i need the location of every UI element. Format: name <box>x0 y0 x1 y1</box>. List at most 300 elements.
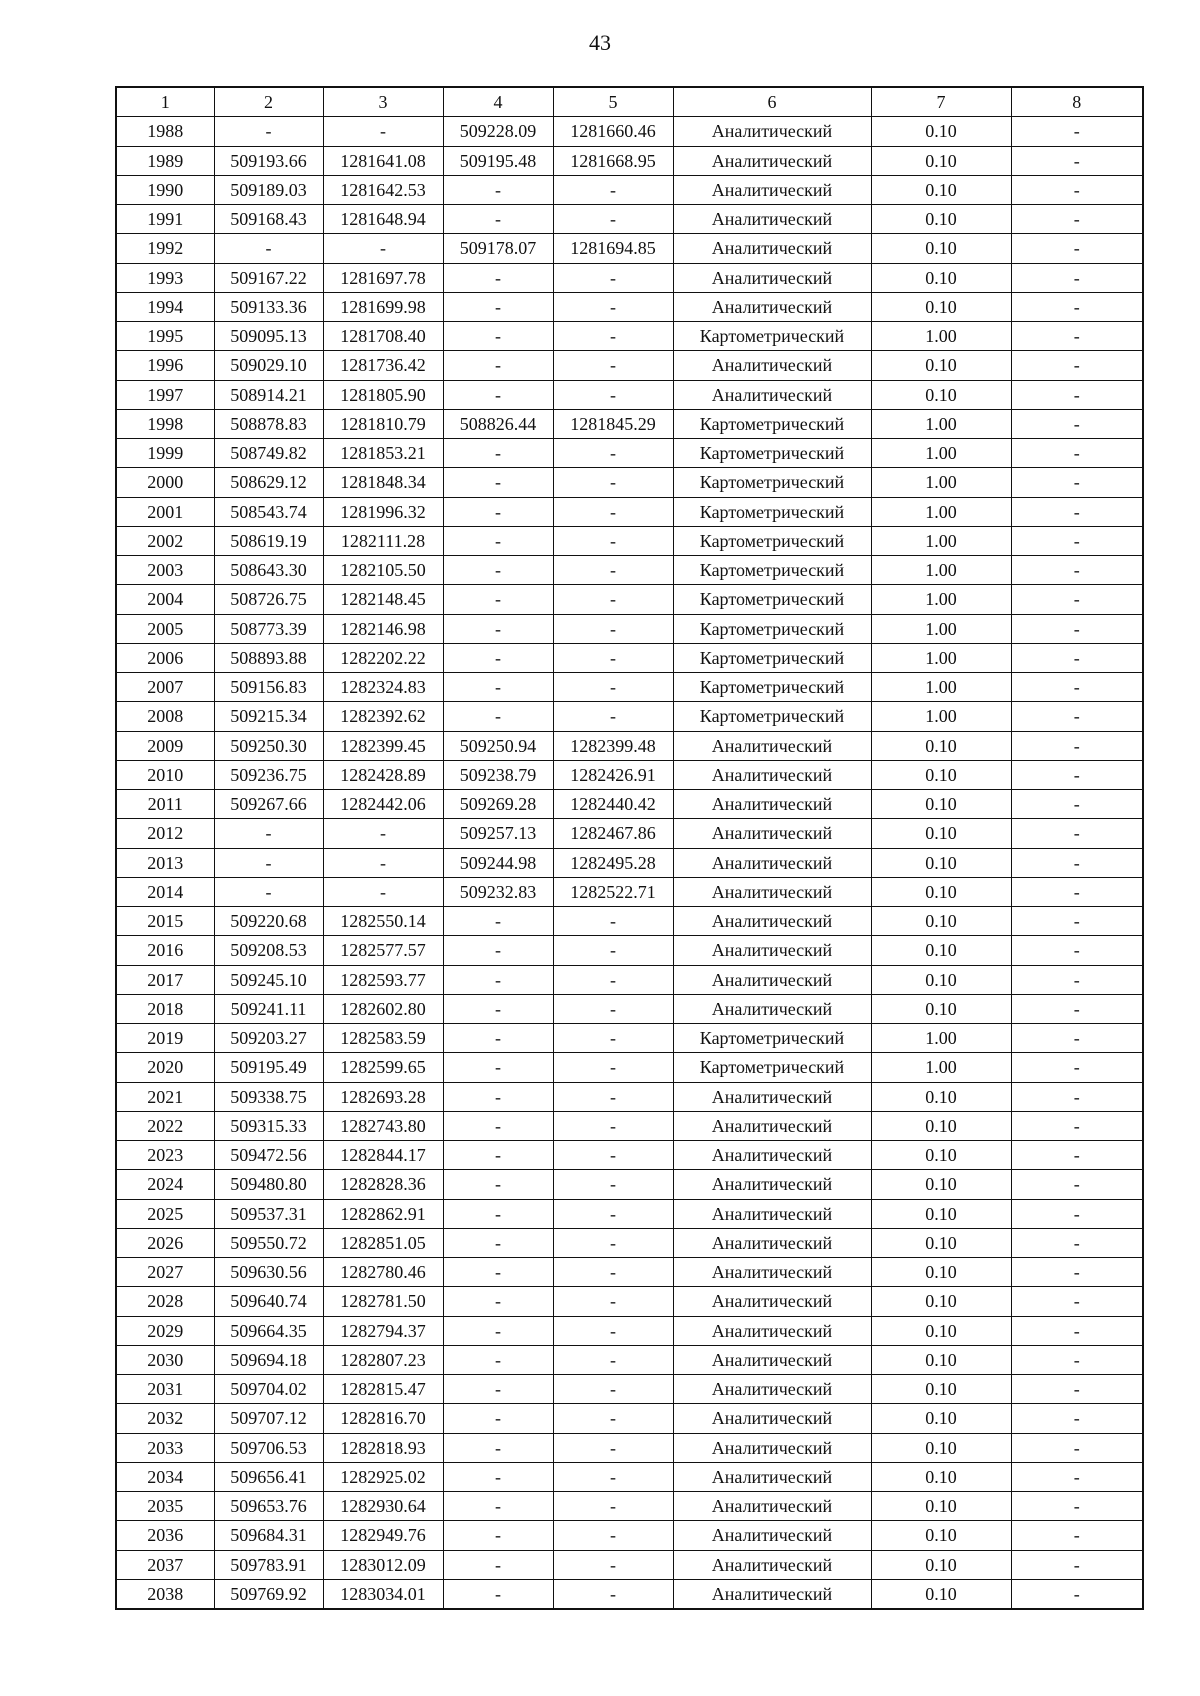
table-row <box>116 1258 1143 1287</box>
table-cell: 0.10 <box>871 1492 1011 1521</box>
table-cell: - <box>553 907 673 936</box>
table-cell: - <box>1011 263 1143 292</box>
table-cell: - <box>553 439 673 468</box>
table-row <box>116 936 1143 965</box>
table-cell: - <box>443 1404 553 1433</box>
table-cell: 2007 <box>116 673 214 702</box>
table-cell: 1281845.29 <box>553 409 673 438</box>
table-cell: Аналитический <box>673 263 871 292</box>
table-cell: - <box>443 1433 553 1462</box>
table-cell: 1993 <box>116 263 214 292</box>
table-cell: Картометрический <box>673 526 871 555</box>
table-cell: - <box>553 556 673 585</box>
table-cell: 1281708.40 <box>323 322 443 351</box>
table-cell: Аналитический <box>673 175 871 204</box>
table-cell: Аналитический <box>673 731 871 760</box>
table-cell: 0.10 <box>871 936 1011 965</box>
table-cell: - <box>443 1550 553 1579</box>
column-header: 3 <box>323 87 443 117</box>
table-row <box>116 1433 1143 1462</box>
table-cell: - <box>443 263 553 292</box>
table-cell: - <box>1011 848 1143 877</box>
table-cell: 2000 <box>116 468 214 497</box>
table-cell: - <box>1011 1141 1143 1170</box>
table-cell: - <box>443 1492 553 1521</box>
table-cell: 0.10 <box>871 1462 1011 1491</box>
table-row <box>116 1287 1143 1316</box>
table-cell: Картометрический <box>673 1024 871 1053</box>
table-cell: 509684.31 <box>214 1521 323 1550</box>
table-cell: - <box>1011 351 1143 380</box>
table-cell: 2004 <box>116 585 214 614</box>
table-cell: 1282862.91 <box>323 1199 443 1228</box>
table-cell: - <box>553 614 673 643</box>
table-cell: - <box>553 263 673 292</box>
table-row <box>116 117 1143 146</box>
table-cell: - <box>1011 702 1143 731</box>
table-cell: 1990 <box>116 175 214 204</box>
table-cell: 2030 <box>116 1345 214 1374</box>
table-cell: - <box>443 292 553 321</box>
table-cell: 2037 <box>116 1550 214 1579</box>
table-row <box>116 760 1143 789</box>
table-cell: 508826.44 <box>443 409 553 438</box>
column-header: 1 <box>116 87 214 117</box>
table-cell: Картометрический <box>673 1053 871 1082</box>
table-cell: - <box>443 351 553 380</box>
table-cell: 0.10 <box>871 760 1011 789</box>
table-row <box>116 1170 1143 1199</box>
table-cell: 0.10 <box>871 205 1011 234</box>
table-cell: - <box>1011 936 1143 965</box>
table-cell: 509338.75 <box>214 1082 323 1111</box>
table-row <box>116 380 1143 409</box>
table-cell: Аналитический <box>673 907 871 936</box>
table-cell: - <box>553 351 673 380</box>
table-cell: 508643.30 <box>214 556 323 585</box>
table-cell: - <box>443 1141 553 1170</box>
table-cell: 0.10 <box>871 965 1011 994</box>
table-cell: 1997 <box>116 380 214 409</box>
table-cell: 1283034.01 <box>323 1579 443 1609</box>
table-cell: 0.10 <box>871 790 1011 819</box>
table-row <box>116 702 1143 731</box>
table-cell: 1992 <box>116 234 214 263</box>
table-cell: - <box>443 1316 553 1345</box>
table-cell: 1282815.47 <box>323 1375 443 1404</box>
table-cell: 0.10 <box>871 731 1011 760</box>
table-row <box>116 1345 1143 1374</box>
table-cell: 2038 <box>116 1579 214 1609</box>
table-cell: 1989 <box>116 146 214 175</box>
table-cell: - <box>1011 1550 1143 1579</box>
table-row <box>116 1492 1143 1521</box>
table-cell: - <box>553 1170 673 1199</box>
table-row <box>116 146 1143 175</box>
table-cell: 2022 <box>116 1111 214 1140</box>
table-cell: 0.10 <box>871 351 1011 380</box>
table-cell: 0.10 <box>871 1228 1011 1257</box>
table-cell: 1281697.78 <box>323 263 443 292</box>
table-cell: 2035 <box>116 1492 214 1521</box>
table-cell: - <box>1011 1258 1143 1287</box>
table-cell: 2036 <box>116 1521 214 1550</box>
table-cell: - <box>1011 439 1143 468</box>
table-cell: Аналитический <box>673 760 871 789</box>
table-cell: - <box>553 1053 673 1082</box>
table-cell: 0.10 <box>871 1170 1011 1199</box>
table-cell: 1281642.53 <box>323 175 443 204</box>
table-cell: 0.10 <box>871 877 1011 906</box>
table-row <box>116 263 1143 292</box>
table-cell: Аналитический <box>673 1287 871 1316</box>
table-cell: 1.00 <box>871 614 1011 643</box>
table-cell: - <box>1011 760 1143 789</box>
table-cell: - <box>443 556 553 585</box>
table-cell: - <box>443 1111 553 1140</box>
table-cell: Аналитический <box>673 146 871 175</box>
table-cell: - <box>1011 1082 1143 1111</box>
table-cell: 1281996.32 <box>323 497 443 526</box>
table-cell: 508773.39 <box>214 614 323 643</box>
table-cell: 1282550.14 <box>323 907 443 936</box>
table-cell: Аналитический <box>673 1316 871 1345</box>
table-cell: 1282148.45 <box>323 585 443 614</box>
table-cell: 1996 <box>116 351 214 380</box>
table-cell: 1994 <box>116 292 214 321</box>
table-cell: Аналитический <box>673 877 871 906</box>
table-cell: 2027 <box>116 1258 214 1287</box>
table-cell: 1.00 <box>871 322 1011 351</box>
column-header: 5 <box>553 87 673 117</box>
table-cell: - <box>1011 1111 1143 1140</box>
table-cell: 2033 <box>116 1433 214 1462</box>
table-cell: 509630.56 <box>214 1258 323 1287</box>
table-cell: - <box>214 848 323 877</box>
table-cell: 1282949.76 <box>323 1521 443 1550</box>
table-cell: Картометрический <box>673 673 871 702</box>
table-cell: - <box>553 1111 673 1140</box>
table-cell: 2029 <box>116 1316 214 1345</box>
table-cell: Аналитический <box>673 1228 871 1257</box>
table-cell: 509783.91 <box>214 1550 323 1579</box>
table-row <box>116 351 1143 380</box>
table-cell: 1282925.02 <box>323 1462 443 1491</box>
table-cell: 2005 <box>116 614 214 643</box>
table-cell: - <box>1011 907 1143 936</box>
table-cell: 1988 <box>116 117 214 146</box>
table-cell: 1282844.17 <box>323 1141 443 1170</box>
table-cell: - <box>323 117 443 146</box>
table-cell: 1282399.45 <box>323 731 443 760</box>
table-cell: - <box>553 1228 673 1257</box>
table-cell: 509133.36 <box>214 292 323 321</box>
table-cell: 509250.94 <box>443 731 553 760</box>
table-cell: Аналитический <box>673 380 871 409</box>
table-cell: - <box>553 1258 673 1287</box>
table-cell: 509245.10 <box>214 965 323 994</box>
table-cell: 1282851.05 <box>323 1228 443 1257</box>
table-cell: - <box>443 1287 553 1316</box>
table-cell: 1282599.65 <box>323 1053 443 1082</box>
table-cell: Аналитический <box>673 1111 871 1140</box>
table-cell: 509550.72 <box>214 1228 323 1257</box>
table-cell: 1281694.85 <box>553 234 673 263</box>
table-cell: - <box>443 907 553 936</box>
table-row <box>116 1228 1143 1257</box>
table-cell: - <box>553 1550 673 1579</box>
table-cell: - <box>1011 1053 1143 1082</box>
table-cell: 0.10 <box>871 1111 1011 1140</box>
table-cell: - <box>553 1433 673 1462</box>
table-cell: - <box>443 994 553 1023</box>
table-cell: Аналитический <box>673 1462 871 1491</box>
table-cell: 0.10 <box>871 1199 1011 1228</box>
table-cell: - <box>553 643 673 672</box>
table-cell: - <box>443 497 553 526</box>
table-cell: - <box>553 526 673 555</box>
table-cell: - <box>443 1053 553 1082</box>
table-cell: Аналитический <box>673 234 871 263</box>
table-cell: 1.00 <box>871 556 1011 585</box>
table-cell: - <box>1011 731 1143 760</box>
table-cell: 0.10 <box>871 1433 1011 1462</box>
table-cell: Картометрический <box>673 497 871 526</box>
table-cell: - <box>553 673 673 702</box>
table-cell: - <box>443 1462 553 1491</box>
table-cell: - <box>1011 1433 1143 1462</box>
table-cell: Аналитический <box>673 1433 871 1462</box>
table-cell: 1281660.46 <box>553 117 673 146</box>
table-cell: - <box>443 673 553 702</box>
table-cell: 0.10 <box>871 234 1011 263</box>
table-cell: 509208.53 <box>214 936 323 965</box>
table-cell: Аналитический <box>673 292 871 321</box>
table-cell: - <box>214 877 323 906</box>
table-row <box>116 1199 1143 1228</box>
table-cell: - <box>553 702 673 731</box>
table-cell: 2028 <box>116 1287 214 1316</box>
table-cell: 2016 <box>116 936 214 965</box>
table-cell: 0.10 <box>871 994 1011 1023</box>
table-cell: Картометрический <box>673 702 871 731</box>
table-cell: - <box>443 526 553 555</box>
table-cell: Аналитический <box>673 936 871 965</box>
table-cell: 509232.83 <box>443 877 553 906</box>
table-cell: 509706.53 <box>214 1433 323 1462</box>
table-cell: 1281668.95 <box>553 146 673 175</box>
table-cell: - <box>443 205 553 234</box>
table-cell: Аналитический <box>673 1492 871 1521</box>
table-cell: 0.10 <box>871 1345 1011 1374</box>
table-cell: 2014 <box>116 877 214 906</box>
table-cell: 0.10 <box>871 1579 1011 1609</box>
table-cell: 1282593.77 <box>323 965 443 994</box>
table-cell: - <box>553 994 673 1023</box>
table-cell: 508543.74 <box>214 497 323 526</box>
table-row <box>116 409 1143 438</box>
table-cell: 2021 <box>116 1082 214 1111</box>
table-cell: 1281641.08 <box>323 146 443 175</box>
table-cell: - <box>1011 117 1143 146</box>
table-cell: 509156.83 <box>214 673 323 702</box>
table-cell: 1.00 <box>871 643 1011 672</box>
table-cell: 1995 <box>116 322 214 351</box>
table-cell: - <box>1011 994 1143 1023</box>
table-cell: 1282495.28 <box>553 848 673 877</box>
table-row <box>116 643 1143 672</box>
table-cell: 509257.13 <box>443 819 553 848</box>
table-cell: 1282781.50 <box>323 1287 443 1316</box>
table-header-row <box>116 87 1143 117</box>
table-cell: 1.00 <box>871 1053 1011 1082</box>
table-row <box>116 673 1143 702</box>
table-cell: 2025 <box>116 1199 214 1228</box>
table-cell: Картометрический <box>673 585 871 614</box>
table-cell: Аналитический <box>673 1345 871 1374</box>
table-cell: 1991 <box>116 205 214 234</box>
table-cell: 2012 <box>116 819 214 848</box>
table-cell: - <box>443 643 553 672</box>
table-cell: 2019 <box>116 1024 214 1053</box>
table-cell: 1281736.42 <box>323 351 443 380</box>
page-number: 43 <box>589 30 611 55</box>
table-cell: 1.00 <box>871 585 1011 614</box>
table-cell: Аналитический <box>673 790 871 819</box>
table-cell: 2031 <box>116 1375 214 1404</box>
table-cell: 509220.68 <box>214 907 323 936</box>
table-cell: Аналитический <box>673 1170 871 1199</box>
table-cell: - <box>1011 1375 1143 1404</box>
table-cell: - <box>443 1345 553 1374</box>
table-cell: 1282428.89 <box>323 760 443 789</box>
table-cell: Аналитический <box>673 994 871 1023</box>
table-cell: 1.00 <box>871 702 1011 731</box>
table-cell: 509244.98 <box>443 848 553 877</box>
table-cell: 1282111.28 <box>323 526 443 555</box>
table-cell: 1282693.28 <box>323 1082 443 1111</box>
table-cell: - <box>1011 146 1143 175</box>
table-cell: 2020 <box>116 1053 214 1082</box>
column-header: 8 <box>1011 87 1143 117</box>
table-cell: 509537.31 <box>214 1199 323 1228</box>
table-cell: - <box>1011 234 1143 263</box>
table-row <box>116 1082 1143 1111</box>
table-cell: - <box>1011 1462 1143 1491</box>
table-cell: - <box>1011 1492 1143 1521</box>
table-cell: 509640.74 <box>214 1287 323 1316</box>
table-cell: Картометрический <box>673 643 871 672</box>
table-cell: - <box>443 1579 553 1609</box>
table-cell: 0.10 <box>871 907 1011 936</box>
table-cell: 2026 <box>116 1228 214 1257</box>
table-cell: - <box>1011 1579 1143 1609</box>
table-cell: 509029.10 <box>214 351 323 380</box>
table-cell: - <box>553 1579 673 1609</box>
table-cell: 1282392.62 <box>323 702 443 731</box>
table-cell: Аналитический <box>673 819 871 848</box>
table-cell: 0.10 <box>871 146 1011 175</box>
table-cell: - <box>1011 614 1143 643</box>
table-cell: - <box>553 1199 673 1228</box>
table-cell: - <box>1011 1228 1143 1257</box>
table-cell: 1.00 <box>871 673 1011 702</box>
table-cell: - <box>443 1024 553 1053</box>
table-cell: 2010 <box>116 760 214 789</box>
table-row <box>116 497 1143 526</box>
table-cell: - <box>553 1492 673 1521</box>
table-cell: 0.10 <box>871 1521 1011 1550</box>
table-cell: 2023 <box>116 1141 214 1170</box>
table-row <box>116 585 1143 614</box>
table-cell: 2003 <box>116 556 214 585</box>
table-cell: Аналитический <box>673 117 871 146</box>
table-cell: - <box>1011 877 1143 906</box>
table-cell: 509167.22 <box>214 263 323 292</box>
table-cell: 2018 <box>116 994 214 1023</box>
table-cell: 508914.21 <box>214 380 323 409</box>
table-cell: 1281699.98 <box>323 292 443 321</box>
table-cell: 2017 <box>116 965 214 994</box>
column-header: 4 <box>443 87 553 117</box>
table-cell: - <box>1011 790 1143 819</box>
table-cell: - <box>553 1462 673 1491</box>
table-cell: 1282440.42 <box>553 790 673 819</box>
table-cell: 509656.41 <box>214 1462 323 1491</box>
table-row <box>116 819 1143 848</box>
table-cell: - <box>1011 175 1143 204</box>
table-cell: 1.00 <box>871 409 1011 438</box>
table-row <box>116 205 1143 234</box>
table-row <box>116 439 1143 468</box>
table-cell: 2008 <box>116 702 214 731</box>
table-cell: 508749.82 <box>214 439 323 468</box>
table-cell: - <box>1011 643 1143 672</box>
table-cell: Аналитический <box>673 205 871 234</box>
table-cell: 509704.02 <box>214 1375 323 1404</box>
table-cell: 2013 <box>116 848 214 877</box>
table-row <box>116 1141 1143 1170</box>
table-cell: 1.00 <box>871 497 1011 526</box>
table-cell: 509228.09 <box>443 117 553 146</box>
table-cell: 509238.79 <box>443 760 553 789</box>
table-cell: 509250.30 <box>214 731 323 760</box>
table-cell: 509267.66 <box>214 790 323 819</box>
coordinates-table <box>115 86 1144 1610</box>
table-cell: - <box>443 1170 553 1199</box>
table-cell: 1282818.93 <box>323 1433 443 1462</box>
table-cell: 1282602.80 <box>323 994 443 1023</box>
table-cell: 509189.03 <box>214 175 323 204</box>
table-cell: - <box>1011 1316 1143 1345</box>
table-cell: Аналитический <box>673 1141 871 1170</box>
table-cell: 1.00 <box>871 439 1011 468</box>
table-cell: - <box>1011 526 1143 555</box>
table-cell: 1282807.23 <box>323 1345 443 1374</box>
table-cell: Аналитический <box>673 1404 871 1433</box>
table-cell: - <box>214 117 323 146</box>
table-cell: - <box>553 936 673 965</box>
table-cell: 509472.56 <box>214 1141 323 1170</box>
table-cell: - <box>553 175 673 204</box>
table-cell: 509193.66 <box>214 146 323 175</box>
table-cell: - <box>1011 1199 1143 1228</box>
table-cell: - <box>1011 673 1143 702</box>
table-cell: - <box>1011 380 1143 409</box>
table-cell: Аналитический <box>673 1550 871 1579</box>
table-cell: - <box>1011 205 1143 234</box>
table-cell: - <box>553 1141 673 1170</box>
